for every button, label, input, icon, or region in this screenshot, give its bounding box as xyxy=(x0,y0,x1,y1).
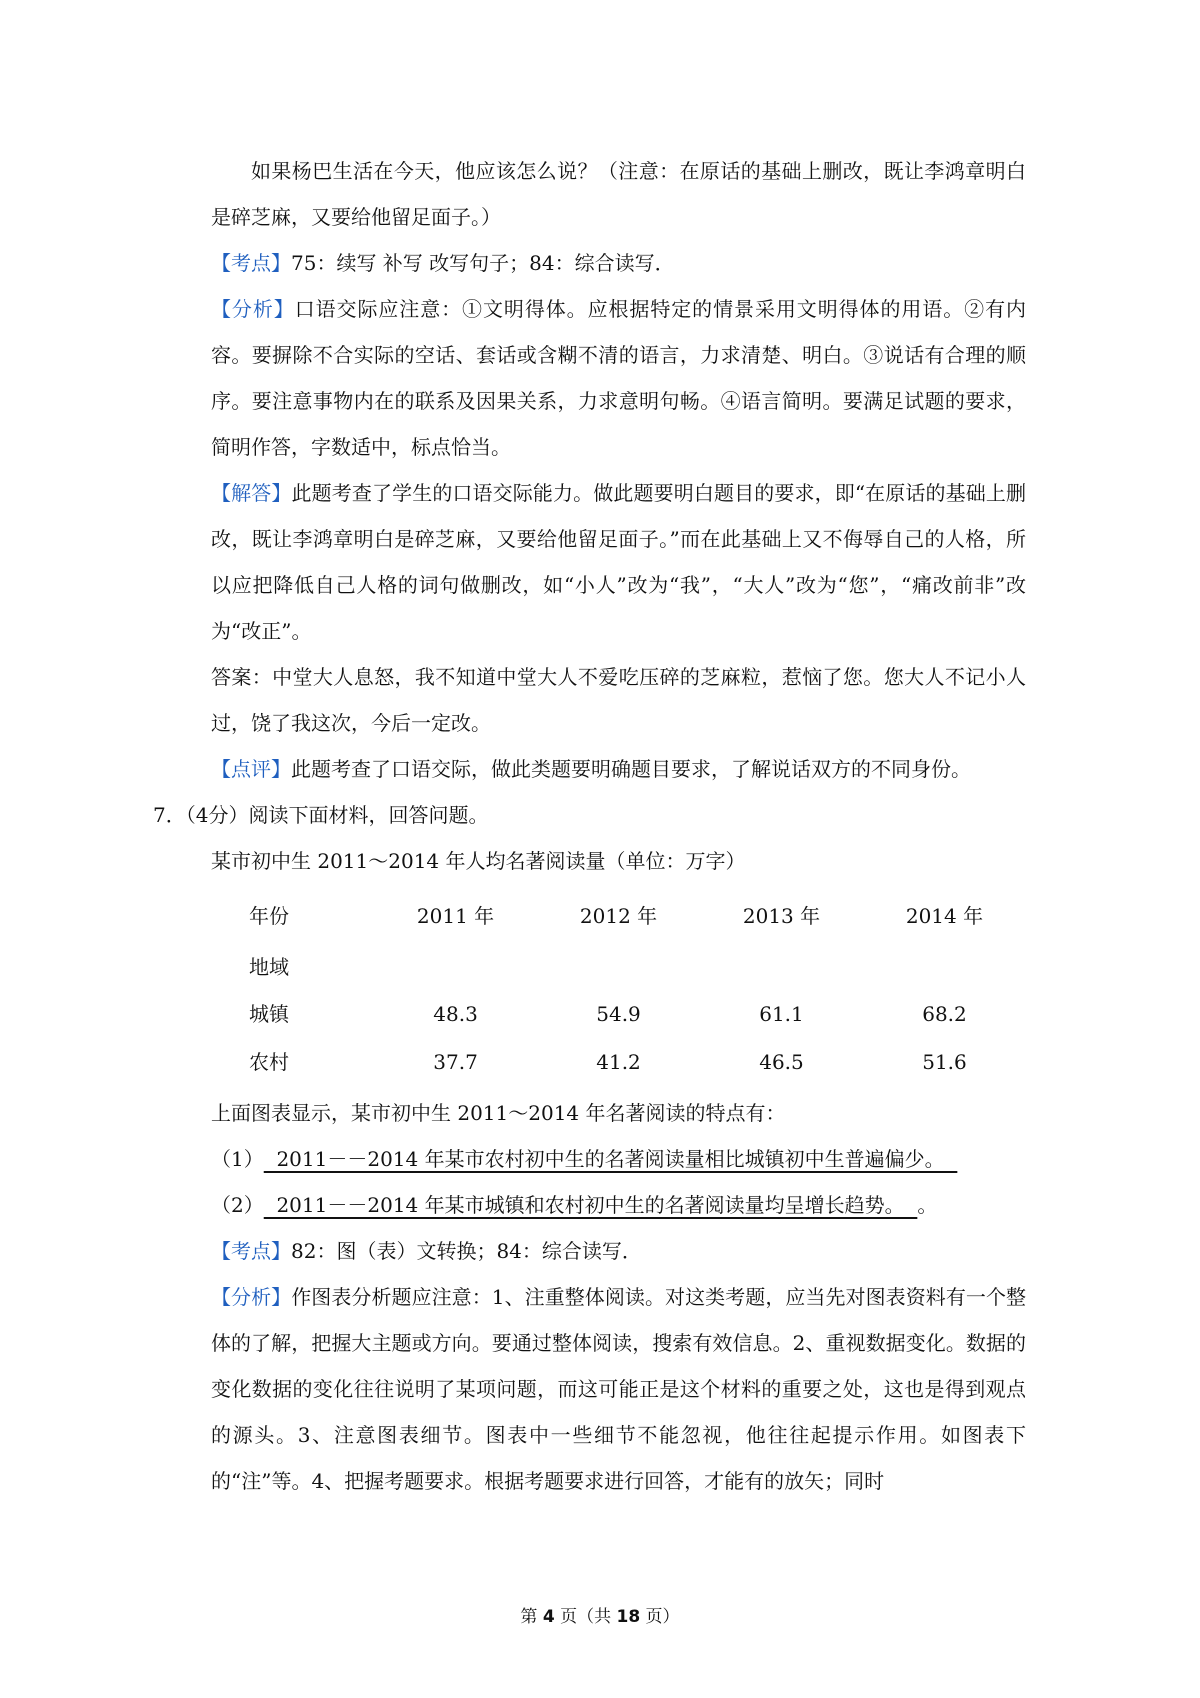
footer-suffix: 页） xyxy=(640,1607,680,1627)
table-cell: 51.6 xyxy=(922,1050,967,1074)
table-corner-region: 地域 xyxy=(249,955,289,979)
reading-volume-table xyxy=(249,888,1026,1086)
table-cell: 61.1 xyxy=(759,1002,804,1026)
table-cell: 48.3 xyxy=(433,1002,478,1026)
question-continuation: 如果杨巴生活在今天，他应该怎么说？（注意：在原话的基础上删改，既让李鸿章明白是碎芝麻，又要给他留足面子。） xyxy=(211,159,1026,229)
kaodian-text: 82：图（表）文转换；84：综合读写． xyxy=(291,1239,642,1263)
current-page-number: 4 xyxy=(542,1607,555,1627)
jieda-text: 此题考查了学生的口语交际能力。做此题要明白题目的要求，即“在原话的基础上删改，既让李鸿章明白是碎芝麻，又要给他留足面子。”而在此基础上又不侮辱自己的人格，所以应把降低自己人格的词句做删改，如“小人”改为“我”，“大人”改为“您”，“痛改前非”改为“改正”。 xyxy=(211,481,1026,643)
answer-line-2 xyxy=(211,1182,1026,1228)
question-7-stem xyxy=(153,792,1026,838)
table-corner-year: 年份 xyxy=(249,904,289,928)
fenxi-tag: 【分析】 xyxy=(211,297,295,321)
table-row-label: 农村 xyxy=(249,1050,289,1074)
answer-line-1 xyxy=(211,1136,1026,1182)
table-cell: 37.7 xyxy=(433,1050,478,1074)
total-page-number: 18 xyxy=(616,1607,641,1627)
table-header-year: 2012 年 xyxy=(579,904,658,928)
kaodian-tag: 【考点】 xyxy=(211,251,291,275)
table-cell: 46.5 xyxy=(759,1050,804,1074)
table-header-year: 2014 年 xyxy=(905,904,984,928)
fenxi-tag: 【分析】 xyxy=(211,1285,292,1309)
kaodian-paragraph xyxy=(211,1228,1026,1274)
jieda-tag: 【解答】 xyxy=(211,481,292,505)
dianping-tag: 【点评】 xyxy=(211,757,291,781)
dianping-paragraph xyxy=(211,746,1026,792)
table-header-year: 2011 年 xyxy=(416,904,495,928)
answer-text: 2011－－2014 年某市城镇和农村初中生的名著阅读量均呈增长趋势。 xyxy=(263,1193,918,1217)
kaodian-text: 75：续写 补写 改写句子；84：综合读写． xyxy=(291,251,675,275)
answer-paragraph: 答案：中堂大人息怒，我不知道中堂大人不爱吃压碎的芝麻粒，惹恼了您。您大人不记小人过，饶了我这次，今后一定改。 xyxy=(211,665,1026,735)
fenxi-text: 口语交际应注意：①文明得体。应根据特定的情景采用文明得体的用语。②有内容。要摒除不合实际的空话、套话或含糊不清的语言，力求清楚、明白。③说话有合理的顺序。要注意事物内在的联系及因果关系，力求意明句畅。④语言简明。要满足试题的要求，简明作答，字数适中，标点恰当。 xyxy=(211,297,1027,459)
page-footer xyxy=(0,1605,1200,1629)
table-cell: 54.9 xyxy=(596,1002,641,1026)
table-header-year: 2013 年 xyxy=(742,904,821,928)
table-cell: 41.2 xyxy=(596,1050,641,1074)
page-content xyxy=(153,148,1027,1504)
table-cell: 68.2 xyxy=(922,1002,967,1026)
table-row xyxy=(249,1038,1026,1086)
table-header-row xyxy=(249,888,1026,944)
kaodian-tag: 【考点】 xyxy=(211,1239,291,1263)
table-row xyxy=(249,990,1026,1038)
table-row-label: 城镇 xyxy=(249,1002,289,1026)
footer-middle: 页（共 xyxy=(554,1607,617,1627)
fenxi-paragraph xyxy=(211,286,1026,470)
answer-number: （2） xyxy=(211,1193,264,1217)
fenxi-text: 作图表分析题应注意：1、注重整体阅读。对这类考题，应当先对图表资料有一个整体的了解，把握大主题或方向。要通过整体阅读，搜索有效信息。2、重视数据变化。数据的变化数据的变化往往说明了某项问题，而这可能正是这个材料的重要之处，这也是得到观点的源头。3、注意图表细节。图表中一些细节不能忽视，他往往起提示作用。如图表下的“注”等。4、把握考题要求。根据考题要求进行回答，才能有的放矢；同时 xyxy=(211,1285,1026,1493)
dianping-text: 此题考查了口语交际，做此类题要明确题目要求，了解说话双方的不同身份。 xyxy=(291,757,971,781)
answer-text: 2011－－2014 年某市农村初中生的名著阅读量相比城镇初中生普遍偏少。 xyxy=(263,1147,958,1171)
question-prompt: 上面图表显示，某市初中生 2011～2014 年名著阅读的特点有： xyxy=(211,1101,786,1125)
answer-end-punct: 。 xyxy=(917,1193,938,1217)
question-stem-text: （4分）阅读下面材料，回答问题。 xyxy=(185,803,489,827)
answer-number: （1） xyxy=(211,1147,264,1171)
jieda-paragraph xyxy=(211,470,1026,654)
kaodian-paragraph xyxy=(211,240,1026,286)
fenxi-paragraph xyxy=(211,1274,1026,1504)
table-header-subrow xyxy=(249,944,1026,990)
question-number: 7． xyxy=(153,803,186,827)
footer-prefix: 第 xyxy=(520,1607,543,1627)
table-title: 某市初中生 2011～2014 年人均名著阅读量（单位：万字） xyxy=(211,849,746,873)
